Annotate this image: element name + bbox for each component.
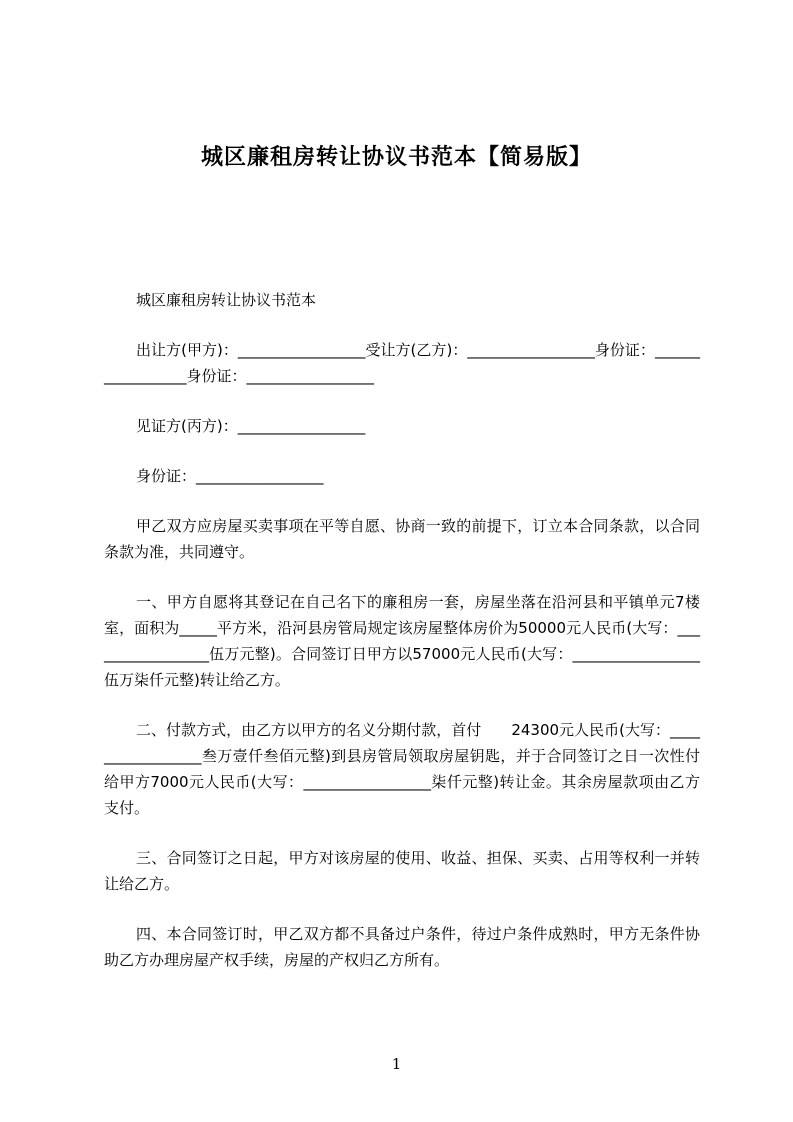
paragraph-parties: 出让方(甲方)：_________________受让方(乙方)：_________________身份证：_________________身份证：_________________ <box>104 341 700 385</box>
paragraph-witness: 见证方(丙方)：_________________ <box>136 417 366 435</box>
paragraph-clause-1: 一、甲方自愿将其登记在自己名下的廉租房一套，房屋坐落在沿河县和平镇单元7楼室，面积为_____平方米，沿河县房管局规定该房屋整体房价为50000元人民币(大写：_________________伍万元整)。合同签订日甲方以57000元人民币(大写：_________________伍万柒仟元整)转让给乙方。 <box>104 593 700 689</box>
paragraph-clause-4: 四、本合同签订时，甲乙双方都不具备过户条件，待过户条件成熟时，甲方无条件协助乙方办理房屋产权手续，房屋的产权归乙方所有。 <box>104 925 700 969</box>
paragraph-preamble: 甲乙双方应房屋买卖事项在平等自愿、协商一致的前提下，订立本合同条款，以合同条款为准，共同遵守。 <box>104 517 700 561</box>
paragraph-witness-id: 身份证：_________________ <box>136 467 324 485</box>
paragraph-clause-3: 三、合同签订之日起，甲方对该房屋的使用、收益、担保、买卖、占用等权利一并转让给乙方。 <box>104 849 700 893</box>
paragraph-subtitle: 城区廉租房转让协议书范本 <box>136 291 317 309</box>
document-body <box>104 287 700 997</box>
document-title: 城区廉租房转让协议书范本【简易版】 <box>200 145 592 170</box>
paragraph-clause-2: 二、付款方式，由乙方以甲方的名义分期付款，首付 24300元人民币(大写：_________________叁万壹仟叁佰元整)到县房管局领取房屋钥匙，并于合同签订之日一次性付给甲方7000元人民币(大写：_________________柒仟元整)转让金。其余房屋款项由乙方支付。 <box>104 721 700 817</box>
page-number: 1 <box>391 1055 402 1073</box>
